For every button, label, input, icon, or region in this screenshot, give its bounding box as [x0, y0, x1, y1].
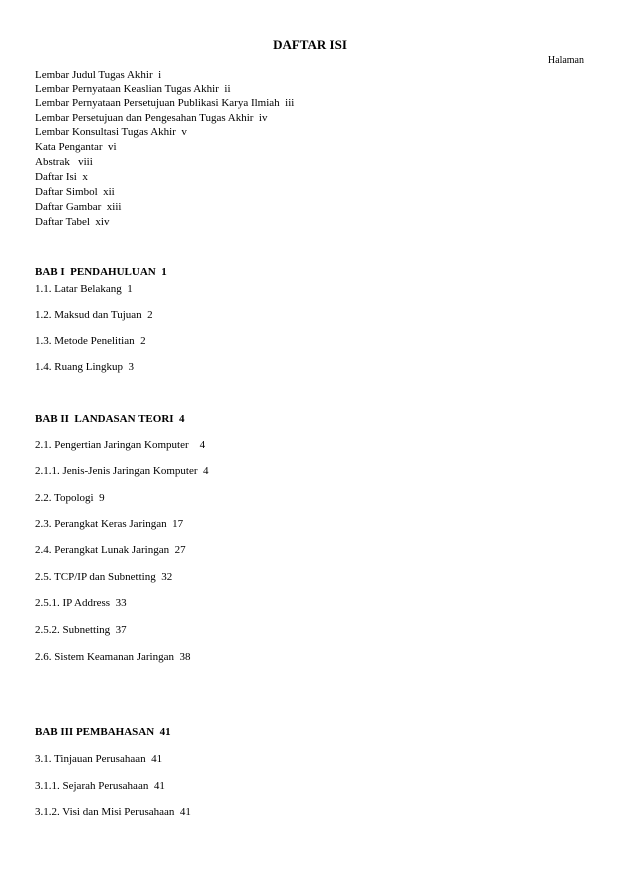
toc-item: 2.4. Perangkat Lunak Jaringan 27 — [35, 544, 186, 556]
toc-item: 1.3. Metode Penelitian 2 — [35, 335, 146, 347]
toc-front-item: Abstrak viii — [35, 156, 93, 168]
toc-front-item: Daftar Isi x — [35, 171, 88, 183]
toc-item: 1.4. Ruang Lingkup 3 — [35, 361, 134, 373]
toc-item: 2.5.2. Subnetting 37 — [35, 624, 127, 636]
chapter-heading: BAB III PEMBAHASAN 41 — [35, 726, 171, 738]
toc-front-item: Lembar Pernyataan Keaslian Tugas Akhir ii — [35, 83, 231, 95]
toc-front-item: Lembar Konsultasi Tugas Akhir v — [35, 126, 187, 138]
toc-item: 1.2. Maksud dan Tujuan 2 — [35, 309, 153, 321]
page-title: DAFTAR ISI — [273, 37, 347, 52]
toc-front-item: Lembar Persetujuan dan Pengesahan Tugas Akhir iv — [35, 112, 268, 124]
toc-front-item: Lembar Judul Tugas Akhir i — [35, 69, 162, 81]
toc-front-item: Daftar Simbol xii — [35, 186, 115, 198]
toc-item: 2.5. TCP/IP dan Subnetting 32 — [35, 571, 173, 583]
toc-front-item: Daftar Gambar xiii — [35, 201, 122, 213]
toc-item: 1.1. Latar Belakang 1 — [35, 283, 133, 295]
chapter-heading: BAB II LANDASAN TEORI 4 — [35, 413, 185, 425]
toc-item: 2.5.1. IP Address 33 — [35, 597, 127, 609]
toc-item: 2.1.1. Jenis-Jenis Jaringan Komputer 4 — [35, 465, 209, 477]
toc-item: 2.1. Pengertian Jaringan Komputer 4 — [35, 439, 206, 451]
toc-item: 2.3. Perangkat Keras Jaringan 17 — [35, 518, 184, 530]
toc-item: 2.6. Sistem Keamanan Jaringan 38 — [35, 651, 191, 663]
toc-front-item: Lembar Pernyataan Persetujuan Publikasi Karya Ilmiah iii — [35, 97, 295, 109]
chapter-heading: BAB I PENDAHULUAN 1 — [35, 266, 167, 278]
page-column-label: Halaman — [547, 55, 584, 66]
toc-front-item: Daftar Tabel xiv — [35, 216, 110, 228]
toc-item: 3.1.2. Visi dan Misi Perusahaan 41 — [35, 806, 191, 818]
toc-item: 3.1. Tinjauan Perusahaan 41 — [35, 753, 163, 765]
toc-item: 2.2. Topologi 9 — [35, 492, 105, 504]
toc-item: 3.1.1. Sejarah Perusahaan 41 — [35, 780, 165, 792]
toc-front-item: Kata Pengantar vi — [35, 141, 117, 153]
